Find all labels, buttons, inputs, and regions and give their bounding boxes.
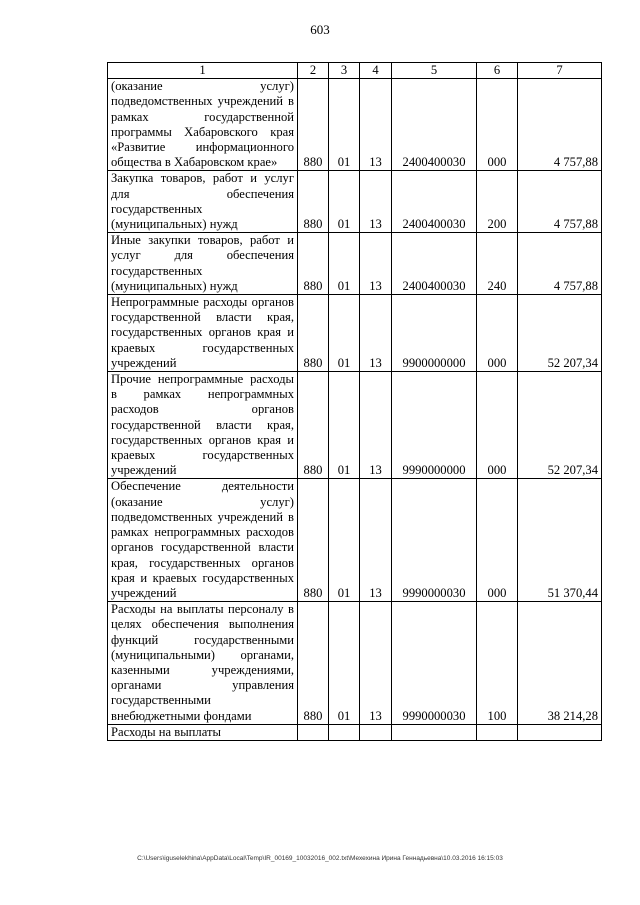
header-row xyxy=(108,63,602,79)
header-cell: 3 xyxy=(329,63,360,79)
cell-col5 xyxy=(392,724,477,740)
page-number: 603 xyxy=(310,22,330,37)
cell-col7: 52 207,34 xyxy=(518,295,602,372)
cell-col3 xyxy=(329,724,360,740)
cell-col4: 13 xyxy=(360,479,392,602)
header-cell: 4 xyxy=(360,63,392,79)
table-row xyxy=(108,171,602,233)
cell-col4: 13 xyxy=(360,295,392,372)
row-description: Непрограммные расходы органов государственной власти края, государственных органов края и краевых государственных учреждений xyxy=(108,295,298,372)
cell-col6: 100 xyxy=(477,602,518,725)
cell-col2: 880 xyxy=(298,602,329,725)
table-row xyxy=(108,479,602,602)
cell-col3: 01 xyxy=(329,372,360,479)
cell-col7 xyxy=(518,724,602,740)
cell-col2 xyxy=(298,724,329,740)
cell-col5: 9990000030 xyxy=(392,479,477,602)
cell-col5: 9990000030 xyxy=(392,602,477,725)
cell-col4: 13 xyxy=(360,602,392,725)
cell-col4: 13 xyxy=(360,233,392,295)
cell-col3: 01 xyxy=(329,479,360,602)
cell-col2: 880 xyxy=(298,171,329,233)
cell-col2: 880 xyxy=(298,233,329,295)
cell-col6: 000 xyxy=(477,295,518,372)
cell-col2: 880 xyxy=(298,479,329,602)
cell-col3: 01 xyxy=(329,171,360,233)
table-row xyxy=(108,602,602,725)
cell-col4: 13 xyxy=(360,79,392,171)
header-cell: 1 xyxy=(108,63,298,79)
row-description: Иные закупки товаров, работ и услуг для обеспечения государственных (муниципальных) нужд xyxy=(108,233,298,295)
cell-col6: 200 xyxy=(477,171,518,233)
cell-col5: 2400400030 xyxy=(392,79,477,171)
header-cell: 6 xyxy=(477,63,518,79)
cell-col6: 000 xyxy=(477,479,518,602)
header-cell: 7 xyxy=(518,63,602,79)
cell-col5: 2400400030 xyxy=(392,233,477,295)
cell-col7: 52 207,34 xyxy=(518,372,602,479)
table-row xyxy=(108,79,602,171)
cell-col7: 4 757,88 xyxy=(518,233,602,295)
cell-col2: 880 xyxy=(298,79,329,171)
cell-col2: 880 xyxy=(298,295,329,372)
budget-table xyxy=(107,62,602,741)
header-cell: 5 xyxy=(392,63,477,79)
table-row xyxy=(108,724,602,740)
cell-col7: 4 757,88 xyxy=(518,79,602,171)
row-description: Обеспечение деятельности (оказание услуг) подведомственных учреждений в рамках непрограммных расходов органов государственной власти края, государственных органов края и краевых государственных учреждений xyxy=(108,479,298,602)
cell-col3: 01 xyxy=(329,602,360,725)
row-description: Расходы на выплаты xyxy=(108,724,298,740)
row-description: Закупка товаров, работ и услуг для обеспечения государственных (муниципальных) нужд xyxy=(108,171,298,233)
cell-col7: 4 757,88 xyxy=(518,171,602,233)
row-description: (оказание услуг) подведомственных учреждений в рамках государственной программы Хабаровского края «Развитие информационного общества в Хабаровском крае» xyxy=(108,79,298,171)
cell-col6: 000 xyxy=(477,79,518,171)
footer-path: C:\Users\iguselekhina\AppData\Local\Temp\IR_00169_10032016_002.txt\Мехехина Ирина Геннадьевна\10.03.2016 16:15:03 xyxy=(137,855,503,862)
cell-col5: 2400400030 xyxy=(392,171,477,233)
cell-col6: 240 xyxy=(477,233,518,295)
cell-col2: 880 xyxy=(298,372,329,479)
table-row xyxy=(108,295,602,372)
cell-col5: 9900000000 xyxy=(392,295,477,372)
cell-col7: 38 214,28 xyxy=(518,602,602,725)
header-cell: 2 xyxy=(298,63,329,79)
cell-col6: 000 xyxy=(477,372,518,479)
cell-col4: 13 xyxy=(360,171,392,233)
cell-col4 xyxy=(360,724,392,740)
cell-col3: 01 xyxy=(329,295,360,372)
cell-col3: 01 xyxy=(329,233,360,295)
row-description: Расходы на выплаты персоналу в целях обеспечения выполнения функций государственными (муниципальными) органами, казенными учреждениями, органами управления государственными внебюджетными фондами xyxy=(108,602,298,725)
cell-col7: 51 370,44 xyxy=(518,479,602,602)
table-row xyxy=(108,372,602,479)
table-row xyxy=(108,233,602,295)
cell-col6 xyxy=(477,724,518,740)
row-description: Прочие непрограммные расходы в рамках непрограммных расходов органов государственной власти края, государственных органов края и краевых государственных учреждений xyxy=(108,372,298,479)
cell-col4: 13 xyxy=(360,372,392,479)
cell-col5: 9990000000 xyxy=(392,372,477,479)
cell-col3: 01 xyxy=(329,79,360,171)
